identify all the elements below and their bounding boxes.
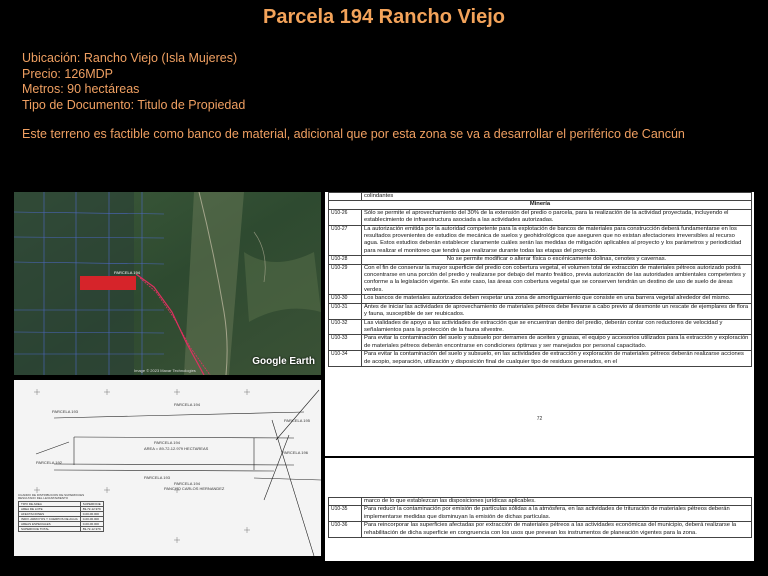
table-row [329,264,752,295]
rule-text: Las vialidades de apoyo a las actividades de extracción que se encuentran dentro del predio, deberán contar con reductores de velocidad y señalamientos para la protección de la fauna silvestre. [362,319,752,335]
regulation-document-page-2 [325,458,754,561]
plan-table-title: CUADRO DE DISTRIBUCION DE SUPERFICIES RESULTADO DEL LEVANTAMIENTO [18,493,85,501]
table-cell: 0-00-00.000 [80,512,103,517]
parcel-highlight [80,276,136,290]
table-row [329,209,752,225]
table-row [329,319,752,335]
plan-label: PARCELA 193 [52,409,78,414]
plan-area-label: AREA = 89-72-12.979 HECTAREAS [144,446,209,451]
page-number: 72 [536,416,543,422]
plan-label: PARCELA 195 [284,418,310,423]
table-cell: TIPO DE AREA [19,502,81,507]
property-info [22,51,245,113]
table-row [329,498,752,506]
rule-text: Antes de iniciar las actividades de aprovechamiento de materiales pétreos debe llevarse a cabo previo al desmonte un rescate de ejemplares de flora y fauna, susceptible de ser reubicados. [362,303,752,319]
table-cell: AREAS ESPECIALES [19,522,81,527]
table-cell: SUPERFICIE TOTAL [19,527,81,532]
plan-label: PANCHO CARLOS HERNANDEZ [164,486,225,491]
rule-code: U10-29 [329,264,362,295]
table-cell: colindantes [362,193,752,201]
regulation-document-page [325,192,754,456]
rule-code: U10-35 [329,506,362,522]
rule-code: U10-26 [329,209,362,225]
table-row [329,193,752,201]
plan-surface-table [18,501,104,532]
map-copyright: Image © 2023 Maxar Technologies [134,368,196,373]
regulation-table [328,192,752,367]
rule-code: U10-33 [329,335,362,351]
section-header-row [329,201,752,209]
meters-text: Metros: 90 hectáreas [22,82,140,96]
rule-text: La autorización emitida por la autoridad competente para la explotación de bancos de materiales para construcción deberá fundamentarse en los resultados provenientes de estudios de mecánica de suelos y geohidrológicos que aseguren que no existan afectaciones irreversibles al recurso agua. Estos estudios deberán establecer claramente cuáles serán las medidas de mitigación aplicables al proyecto y los parámetros y periodicidad para realizar el monitoreo que tendrá que realizarse durante todas las etapas del proyecto. [362,225,752,256]
table-cell: 0-00-00.000 [80,517,103,522]
table-row [329,303,752,319]
doc-type-text: Tipo de Documento: Titulo de Propiedad [22,97,246,112]
rule-code: U10-27 [329,225,362,256]
plan-label: PARCELA 194 [174,481,200,486]
plan-label: PARCELA 196 [282,450,308,455]
plan-label: PARCELA 193 [144,475,170,480]
table-cell: SUPERFICIE [80,502,103,507]
rule-code: U10-34 [329,351,362,367]
plan-label: PARCELA 194 [174,402,200,407]
rule-text: Los bancos de materiales autorizados deben respetar una zona de amortiguamiento que consiste en una barrera vegetal alrededor del mismo. [362,295,752,303]
table-cell: INDIV. ARROYOS Y CUERPOS DE AGUA [19,517,81,522]
parcel-plan-drawing [14,380,321,556]
table-row [329,335,752,351]
price-text: Precio: 126MDP [22,66,114,81]
rule-code: U10-30 [329,295,362,303]
rule-text: Para reducir la contaminación por emisión de partículas sólidas a la atmósfera, en las actividades de trituración de materiales pétreos deberán implementarse medidas que disminuyan la emisión de dichas partículas. [362,506,752,522]
satellite-image [14,192,321,375]
table-row [329,256,752,264]
table-cell: AFECTACIONES [19,512,81,517]
rule-code: U10-31 [329,303,362,319]
rule-text: No se permite modificar o alterar física o escénicamente dolinas, cenotes y cavernas. [362,256,752,264]
regulation-table-2 [328,497,752,538]
rule-code: U10-28 [329,256,362,264]
description-text: Este terreno es factible como banco de material, adicional que por esta zona se va a desarrollar el periférico de Cancún [22,127,685,141]
table-cell: AREA DE LOTE [19,507,81,512]
page-title: Parcela 194 Rancho Viejo [263,6,505,28]
rule-code: U10-36 [329,522,362,538]
rule-text: Para evitar la contaminación del suelo y subsuelo por derrames de aceites y grasas, el equipo y accesorios utilizados para la extracción y exploración de materiales pétreos deberán encontrarse en condiciones óptimas y ser manejados por personal capacitado. [362,335,752,351]
table-row [329,522,752,538]
plan-label: PARCELA 194 [154,440,180,445]
section-header: Minería [329,201,752,209]
location-text: Ubicación: Rancho Viejo (Isla Mujeres) [22,51,238,65]
satellite-map-drawing [14,192,321,375]
google-earth-logo: Google Earth [252,356,315,367]
parcel-map-label: PARCELA 194 [114,270,140,275]
table-row [19,527,104,532]
rule-text: Con el fin de conservar la mayor superficie del predio con cobertura vegetal, el volumen total de extracción de materiales pétreos autorizado podrá concentrarse en una porción del predio y realizarse por debajo del manto freático, previa autorización de las autoridades ambientales competentes y conforme a la legislación vigente. En este caso, las áreas con cobertura vegetal que se conserven tendrán un destino de uso de suelo de áreas verdes. [362,264,752,295]
table-row [329,295,752,303]
rule-text: Sólo se permite el aprovechamiento del 30% de la extensión del predio o parcela, para la realización de la actividad proyectada, incluyendo el establecimiento de infraestructura asociada a las actividades autorizadas. [362,209,752,225]
table-cell: 89-72-12.979 [80,527,103,532]
table-row [329,351,752,367]
rule-code: U10-32 [329,319,362,335]
table-cell: 89-72-12.979 [80,507,103,512]
rule-text: Para reincorporar las superficies afectadas por extracción de materiales pétreos a las actividades económicas del municipio, deberá realizarse la rehabilitación de dicha superficie en congruencia con los usos que prevean los instrumentos de planeación vigentes para la zona. [362,522,752,538]
table-row [19,517,104,522]
rule-text: marco de lo que establezcan las disposiciones jurídicas aplicables. [362,498,752,506]
table-row [329,225,752,256]
rule-code [329,498,362,506]
table-row [329,506,752,522]
table-cell: 0-00-00.000 [80,522,103,527]
rule-text: Para evitar la contaminación del suelo y subsuelo, en las actividades de extracción y exploración de materiales pétreos deberán realizarse acciones de acopio, separación, utilización y disposición final de cualquier tipo de residuos generados, en el [362,351,752,367]
plan-label: PARCELA 192 [36,460,62,465]
